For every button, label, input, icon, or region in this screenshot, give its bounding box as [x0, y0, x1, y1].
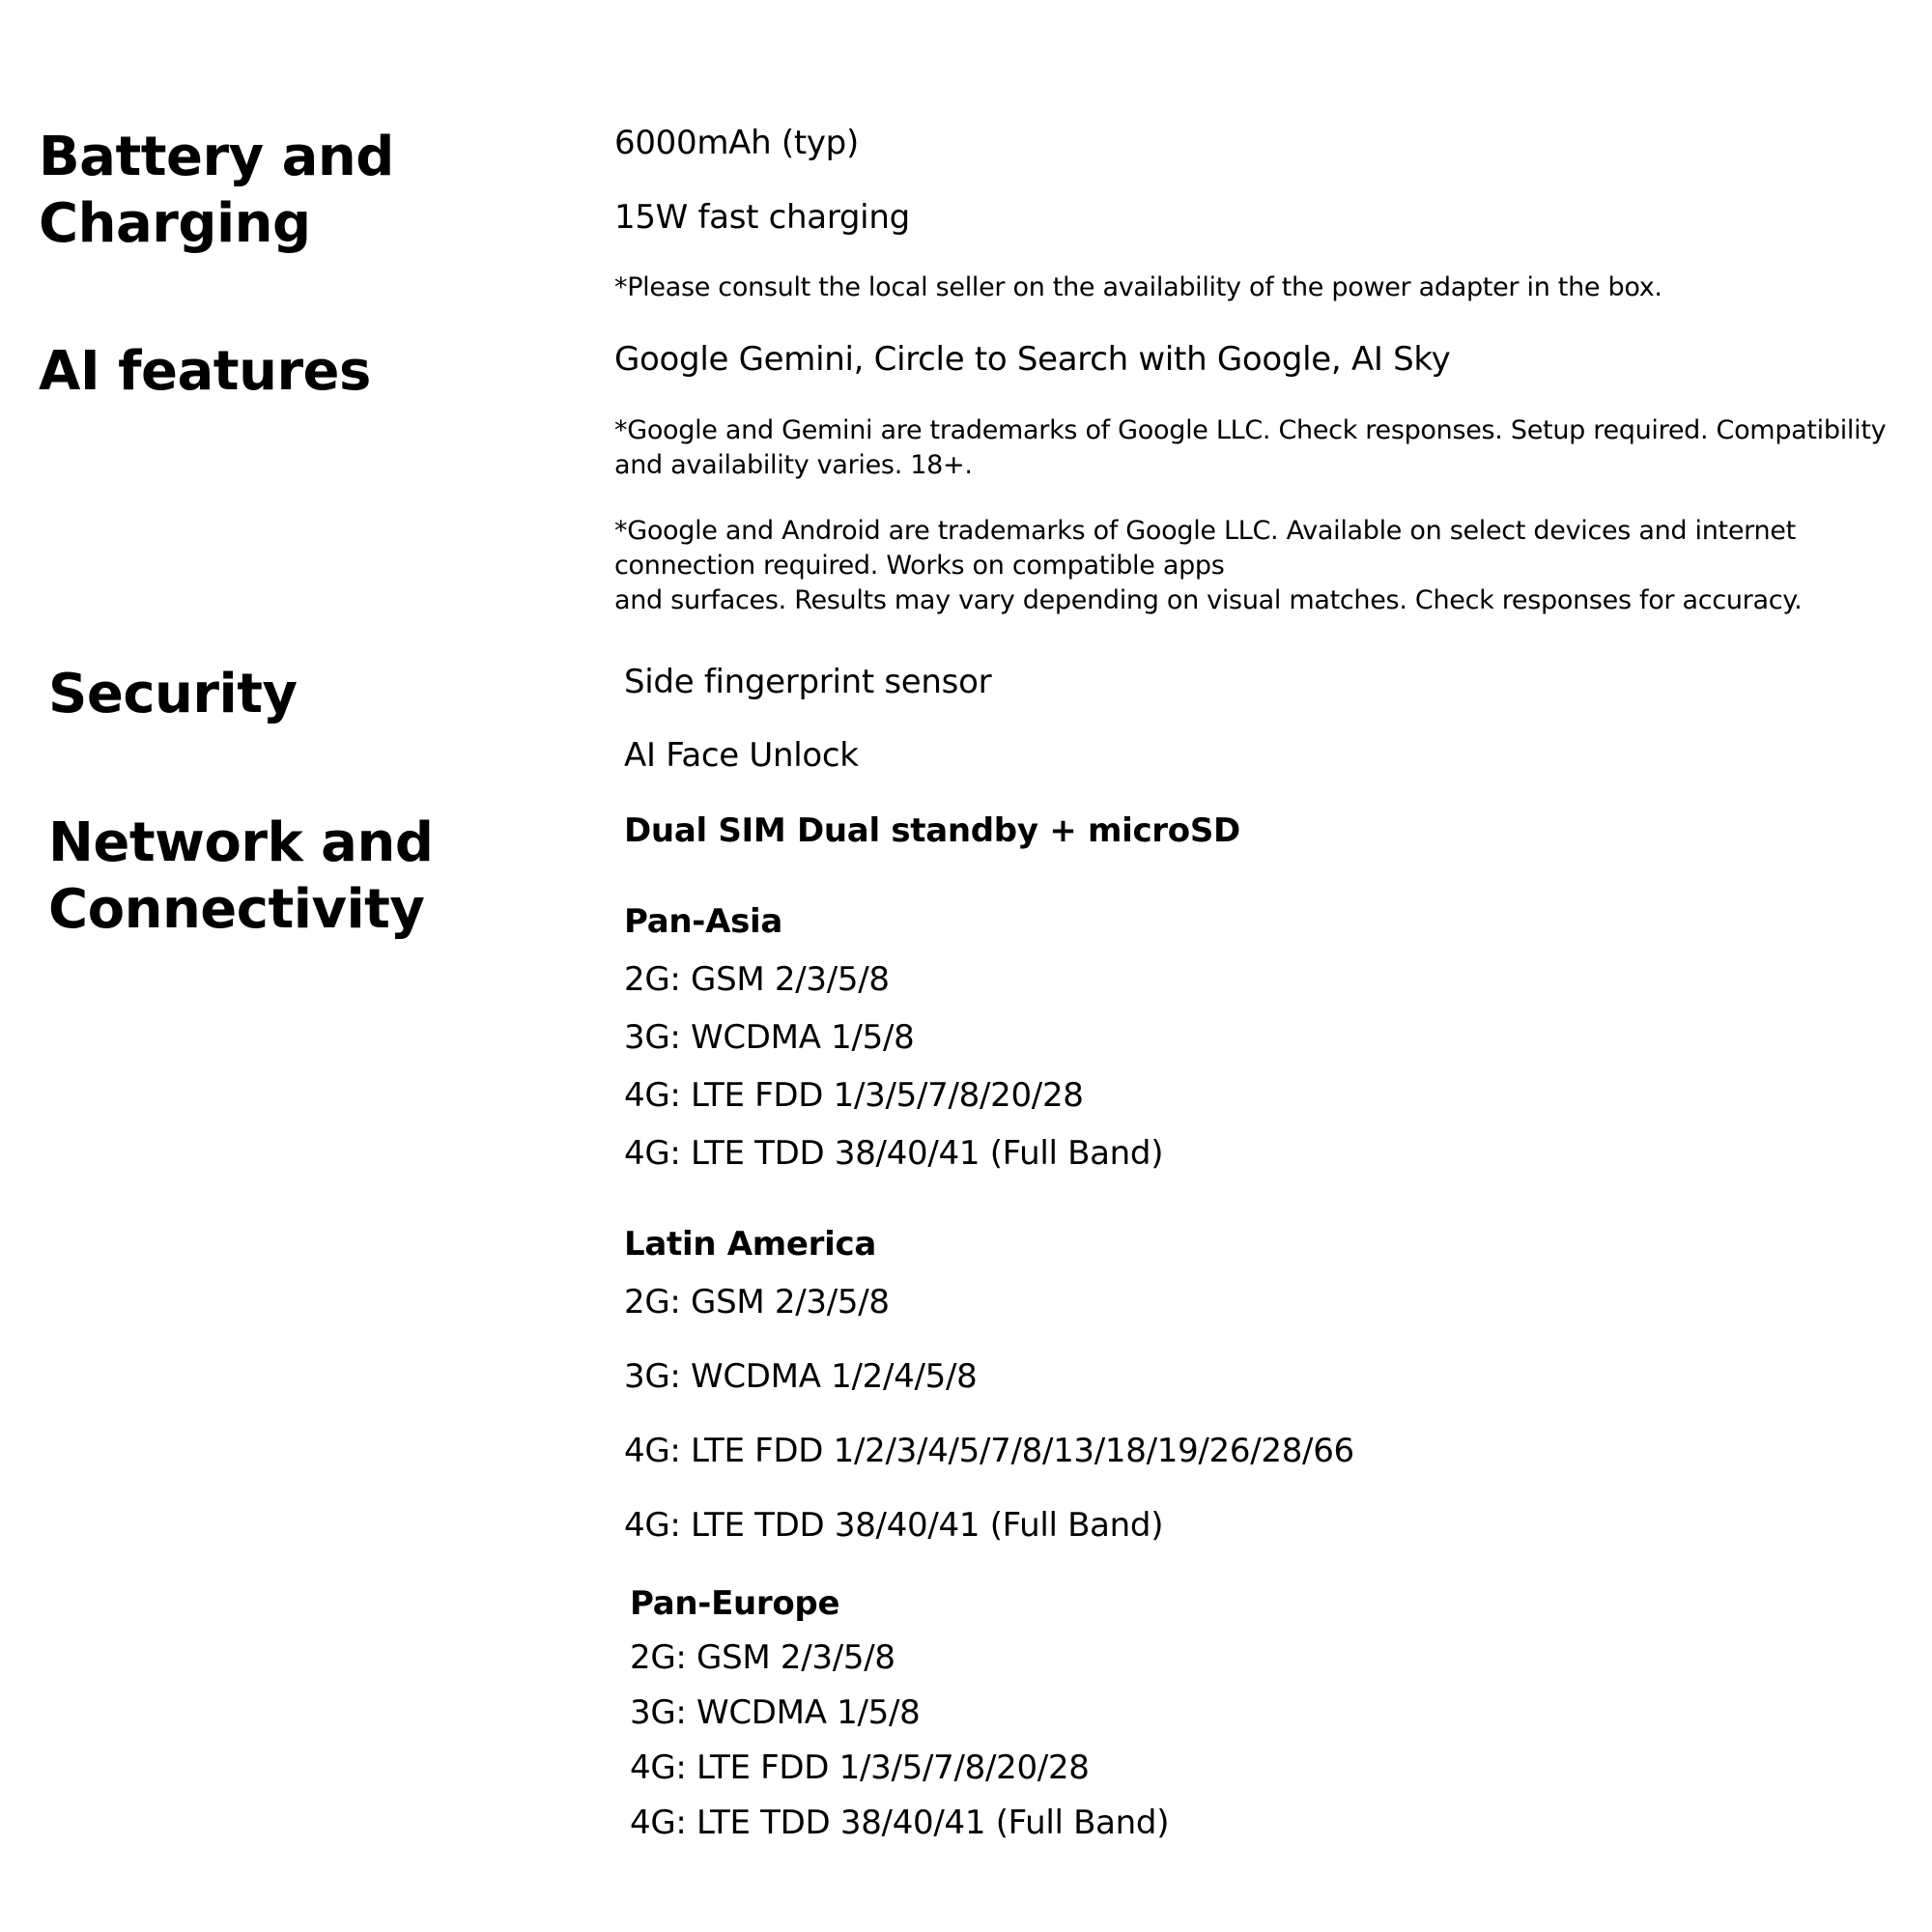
- band-item: 3G: WCDMA 1/5/8: [624, 1018, 915, 1057]
- circle-search-note: [614, 514, 1802, 618]
- network-heading: Network and Connectivity: [48, 811, 434, 941]
- band-item: 4G: LTE TDD 38/40/41 (Full Band): [624, 1134, 1164, 1173]
- sim-support: Dual SIM Dual standby + microSD: [624, 811, 1240, 850]
- band-item: 4G: LTE TDD 38/40/41 (Full Band): [630, 1804, 1170, 1842]
- band-item: 2G: GSM 2/3/5/8: [630, 1638, 895, 1677]
- circle-search-note-line: and surfaces. Results may vary depending on visual matches. Check responses for accuracy.: [614, 585, 1803, 615]
- gemini-note: *Google and Gemini are trademarks of Google LLC. Check responses. Setup required. Compatibility and availability varies. 18+.: [614, 415, 1887, 480]
- band-item: 2G: GSM 2/3/5/8: [624, 960, 890, 999]
- ai-heading: AI features: [39, 340, 371, 403]
- region-title-latin-america: Latin America: [624, 1225, 876, 1264]
- security-item: AI Face Unlock: [624, 736, 859, 775]
- battery-heading: Battery and Charging: [39, 126, 394, 255]
- band-item: 3G: WCDMA 1/5/8: [630, 1693, 921, 1732]
- region-title-pan-europe: Pan-Europe: [630, 1584, 840, 1623]
- band-item: 4G: LTE FDD 1/3/5/7/8/20/28: [630, 1748, 1090, 1787]
- charging-speed: 15W fast charging: [614, 198, 910, 237]
- region-title-pan-asia: Pan-Asia: [624, 902, 783, 941]
- security-heading: Security: [48, 663, 298, 725]
- adapter-note: *Please consult the local seller on the availability of the power adapter in the box.: [614, 272, 1662, 302]
- band-item: 3G: WCDMA 1/2/4/5/8: [624, 1357, 978, 1396]
- band-item: 4G: LTE FDD 1/2/3/4/5/7/8/13/18/19/26/28/66: [624, 1432, 1354, 1470]
- band-item: 2G: GSM 2/3/5/8: [624, 1283, 890, 1321]
- security-item: Side fingerprint sensor: [624, 663, 992, 701]
- circle-search-note-line: *Google and Android are trademarks of Google LLC. Available on select devices and internet: [614, 516, 1796, 546]
- circle-search-note-line: connection required. Works on compatible apps: [614, 551, 1225, 581]
- battery-capacity: 6000mAh (typ): [614, 124, 859, 162]
- band-item: 4G: LTE TDD 38/40/41 (Full Band): [624, 1506, 1164, 1545]
- ai-features: Google Gemini, Circle to Search with Google, AI Sky: [614, 340, 1451, 379]
- band-item: 4G: LTE FDD 1/3/5/7/8/20/28: [624, 1076, 1084, 1115]
